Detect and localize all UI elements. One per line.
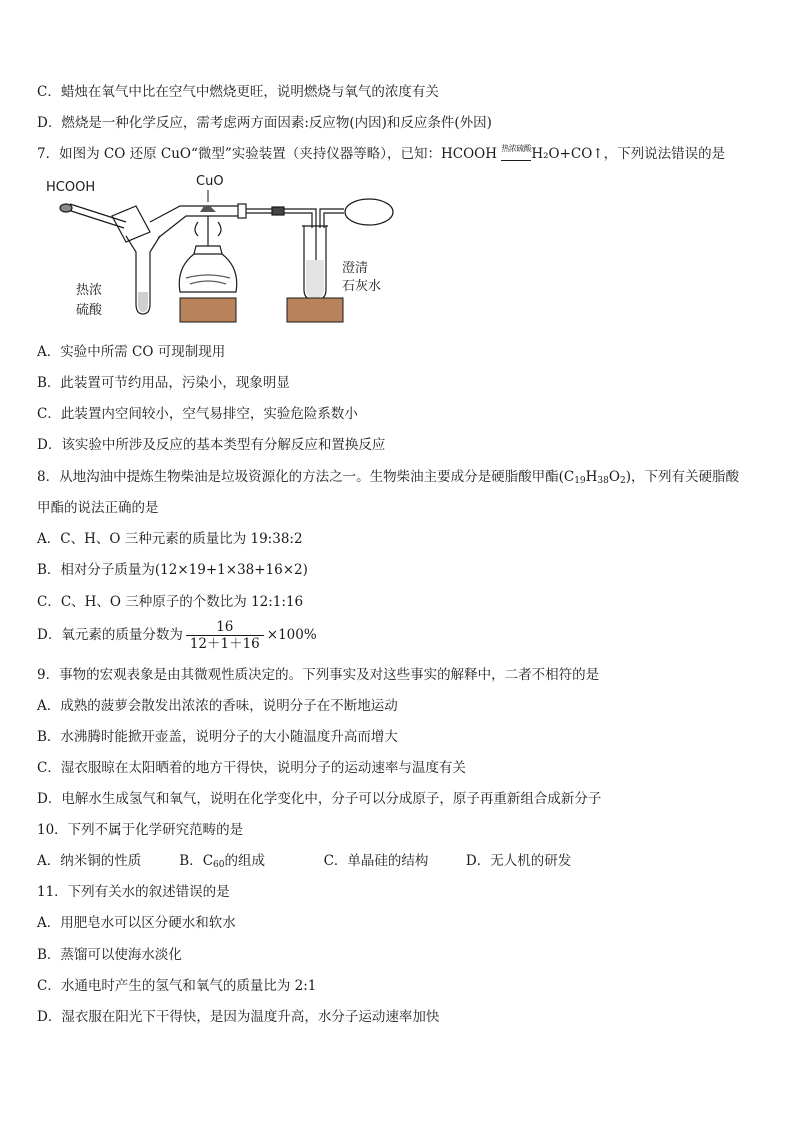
q8-option-d-suffix: ×100% <box>266 627 317 643</box>
cuo-powder <box>200 190 216 212</box>
question-9-stem: 9．事物的宏观表象是由其微观性质决定的。下列事实及对这些事实的解释中，二者不相符的是 <box>37 667 600 683</box>
q7-option-c: C．此装置内空间较小，空气易排空，实验危险系数小 <box>37 406 358 422</box>
q9-option-b: B．水沸腾时能掀开壶盖，说明分子的大小随温度升高而增大 <box>37 729 398 745</box>
q7-option-b: B．此装置可节约用品，污染小，现象明显 <box>37 375 290 391</box>
co-reduction-apparatus-figure <box>40 172 400 332</box>
q10-option-b <box>179 852 319 874</box>
q8-formula-o: O <box>608 469 620 485</box>
q8-stem-tail: )，下列有关硬脂酸 <box>625 469 739 485</box>
q7-stem-part1: 7．如图为 CO 还原 CuO“微型”实验装置（夹持仪器等略），已知：HCOOH <box>37 146 502 162</box>
limewater-liquid <box>306 260 324 298</box>
label-limewater-line1: 澄清 <box>342 261 369 276</box>
q11-option-a: A．用肥皂水可以区分硬水和软水 <box>37 915 236 931</box>
q7-option-d: D．该实验中所涉及反应的基本类型有分解反应和置换反应 <box>37 437 386 453</box>
label-hcooh: HCOOH <box>46 180 96 195</box>
q11-option-d: D．湿衣服在阳光下干得快，是因为温度升高，水分子运动速率加快 <box>37 1009 440 1025</box>
question-8-stem-line2: 甲酯的说法正确的是 <box>37 500 159 516</box>
q7-option-a: A．实验中所需 CO 可现制现用 <box>37 344 226 360</box>
option-c-prev: C．蜡烛在氧气中比在空气中燃烧更旺，说明燃烧与氧气的浓度有关 <box>37 84 439 100</box>
q7-reaction-condition: 热浓硫酸 <box>501 140 531 158</box>
q11-option-c: C．水通电时产生的氢气和氧气的质量比为 2:1 <box>37 978 317 994</box>
q10-option-a: A．纳米铜的性质 <box>37 853 142 869</box>
q10-option-d: D．无人机的研发 <box>465 853 572 869</box>
q10-option-b-label: B．C <box>179 853 214 869</box>
q8-sub-c: 19 <box>574 476 586 486</box>
q9-option-d: D．电解水生成氢气和氧气，说明在化学变化中，分子可以分成原子，原子再重新组合成新分子 <box>37 791 602 807</box>
q11-option-b: B．蒸馏可以使海水淡化 <box>37 947 182 963</box>
q7-stem-part2: H₂O+CO↑，下列说法错误的是 <box>531 146 726 162</box>
delivery-tube <box>246 207 344 228</box>
question-8-stem <box>37 468 739 490</box>
q10-options <box>37 852 571 874</box>
label-acid-line2: 硫酸 <box>76 303 103 318</box>
fraction-denominator: 12＋1＋16 <box>186 635 264 652</box>
fraction-numerator: 16 <box>216 619 234 635</box>
fraction <box>186 619 264 652</box>
question-11-stem: 11．下列有关水的叙述错误的是 <box>37 884 230 900</box>
option-d-prev: D．燃烧是一种化学反应，需考虑两方面因素:反应物(内因)和反应条件(外因) <box>37 115 492 131</box>
q8-option-b: B．相对分子质量为(12×19+1×38+16×2) <box>37 562 308 578</box>
label-limewater-line2: 石灰水 <box>342 279 382 294</box>
q8-stem-text: 8．从地沟油中提炼生物柴油是垃圾资源化的方法之一。生物柴油主要成分是硬脂酸甲酯(C <box>37 469 575 485</box>
q8-option-a: A．C、H、O 三种元素的质量比为 19:38:2 <box>37 531 303 547</box>
q10-option-b-sub: 60 <box>213 860 225 870</box>
label-cuo: CuO <box>196 174 224 189</box>
q8-option-d-label: D．氧元素的质量分数为 <box>37 627 183 643</box>
q9-option-a: A．成熟的菠萝会散发出浓浓的香味，说明分子在不断地运动 <box>37 698 398 714</box>
q8-formula-h: H <box>585 469 598 485</box>
balloon <box>345 199 393 225</box>
q8-option-c: C．C、H、O 三种原子的个数比为 12:1:16 <box>37 594 304 610</box>
question-10-stem: 10．下列不属于化学研究范畴的是 <box>37 822 244 838</box>
q8-sub-o: 2 <box>619 476 626 486</box>
q8-sub-h: 38 <box>597 476 609 486</box>
q10-option-c: C．单晶硅的结构 <box>323 853 429 869</box>
acid-liquid <box>138 292 148 312</box>
q9-option-c: C．湿衣服晾在太阳晒着的地方干得快，说明分子的运动速率与温度有关 <box>37 760 466 776</box>
wooden-block-left <box>180 298 236 322</box>
q8-option-d <box>37 619 317 652</box>
wooden-block-right <box>287 298 343 322</box>
q10-option-b-text: 的组成 <box>224 853 265 869</box>
question-7-stem <box>37 145 725 165</box>
label-acid-line1: 热浓 <box>76 283 103 298</box>
alcohol-burner <box>179 216 236 292</box>
